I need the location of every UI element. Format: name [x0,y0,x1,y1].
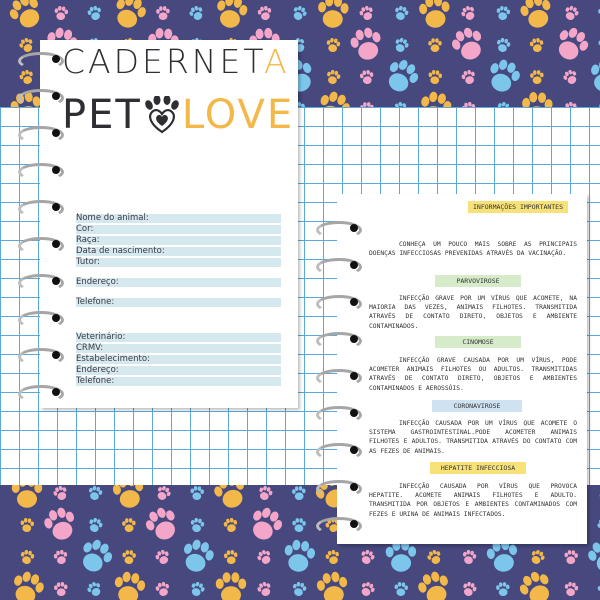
form-field-birth-date[interactable]: Data de nascimento: [76,246,281,257]
spiral-ring [18,52,60,66]
pet-info-form [76,213,281,387]
spiral-ring [316,517,358,531]
paw-heart-icon [142,96,182,134]
notebook-title-line2: PET LOVE [62,92,295,138]
form-field-crmv[interactable]: CRMV: [76,343,281,354]
spiral-ring [18,385,60,399]
form-field-breed[interactable]: Raça: [76,235,281,246]
spiral-ring [18,274,60,288]
spiral-ring [316,406,358,420]
spiral-ring [18,348,60,362]
form-field-vet-phone[interactable]: Telefone: [76,376,281,387]
form-field-phone[interactable]: Telefone: [76,297,281,308]
form-field-tutor[interactable]: Tutor: [76,257,281,268]
spiral-ring [18,126,60,140]
spiral-ring [316,480,358,494]
form-field-animal-name[interactable]: Nome do animal: [76,213,281,224]
spiral-ring [18,200,60,214]
form-field-veterinarian[interactable]: Veterinário: [76,332,281,343]
section-tag-hepatite: HEPATITE INFECCIOSA [430,462,526,474]
section-text-hepatite: INFECÇÃO CAUSADA POR VÍRUS QUE PROVOCA HEPATITE. ACOMETE ANIMAIS FILHOTES E ADULTO. TRANSMITIDA POR OBJETOS E AMBIENTES CONTAMINADOS COM FEZES E URINA DE ANIMAIS INFECTADOS. [369,483,577,518]
section-text-coronavirose: INFECÇÃO CAUSADA POR UM VÍRUS QUE ACOMETE O SISTEMA GASTROINTESTINAL.PODE ACOMETER ANIMAIS FILHOTES E ADULTOS. TRANSMITIDA ATRAVÉS DO CONTATO COM AS FEZES DE ANIMAIS. [369,420,577,455]
section-tag-coronavirose: CORONAVIROSE [432,400,522,412]
form-field-color[interactable]: Cor: [76,224,281,235]
spiral-ring [18,237,60,251]
intro-text: CONHEÇA UM POUCO MAIS SOBRE AS PRINCIPAIS DOENÇAS INFECCIOSAS PREVENIDAS ATRAVÉS DA VACINAÇÃO. [369,241,577,258]
form-field-establishment[interactable]: Estabelecimento: [76,354,281,365]
notebook-title-line1: CADERNETA [62,42,290,81]
spiral-ring [316,221,358,235]
section-tag-cinomose: CINOMOSE [435,336,521,348]
spiral-ring [18,89,60,103]
spiral-ring [316,258,358,272]
section-tag-parvovirose: PARVOVIROSE [435,275,521,287]
section-text-cinomose: INFECÇÃO GRAVE CAUSADA POR UM VÍRUS, PODE ACOMETER ANIMAIS FILHOTES OU ADULTOS. TRANSMITIDAS ATRAVÉS DE CONTATO DIRETO, OBJETOS E AMBIENTES CONTAMINADOS E AEROSSÓIS. [369,357,577,392]
spiral-ring [18,163,60,177]
spiral-ring [316,332,358,346]
spiral-ring [316,369,358,383]
spiral-ring [316,443,358,457]
info-header-tag: INFORMAÇÕES IMPORTANTES [468,201,568,213]
spiral-ring [18,311,60,325]
spiral-ring [316,295,358,309]
form-field-vet-address[interactable]: Endereço: [76,365,281,376]
section-text-parvovirose: INFECÇÃO GRAVE POR UM VÍRUS QUE ACOMETE, NA MAIORIA DAS VEZES, ANIMAIS FILHOTES. TRANSMITIDA ATRAVÉS DE CONTATO DIRETO, OBJETOS E AMBIENTE CONTAMINADOS. [369,295,577,330]
form-field-address[interactable]: Endereço: [76,277,281,288]
